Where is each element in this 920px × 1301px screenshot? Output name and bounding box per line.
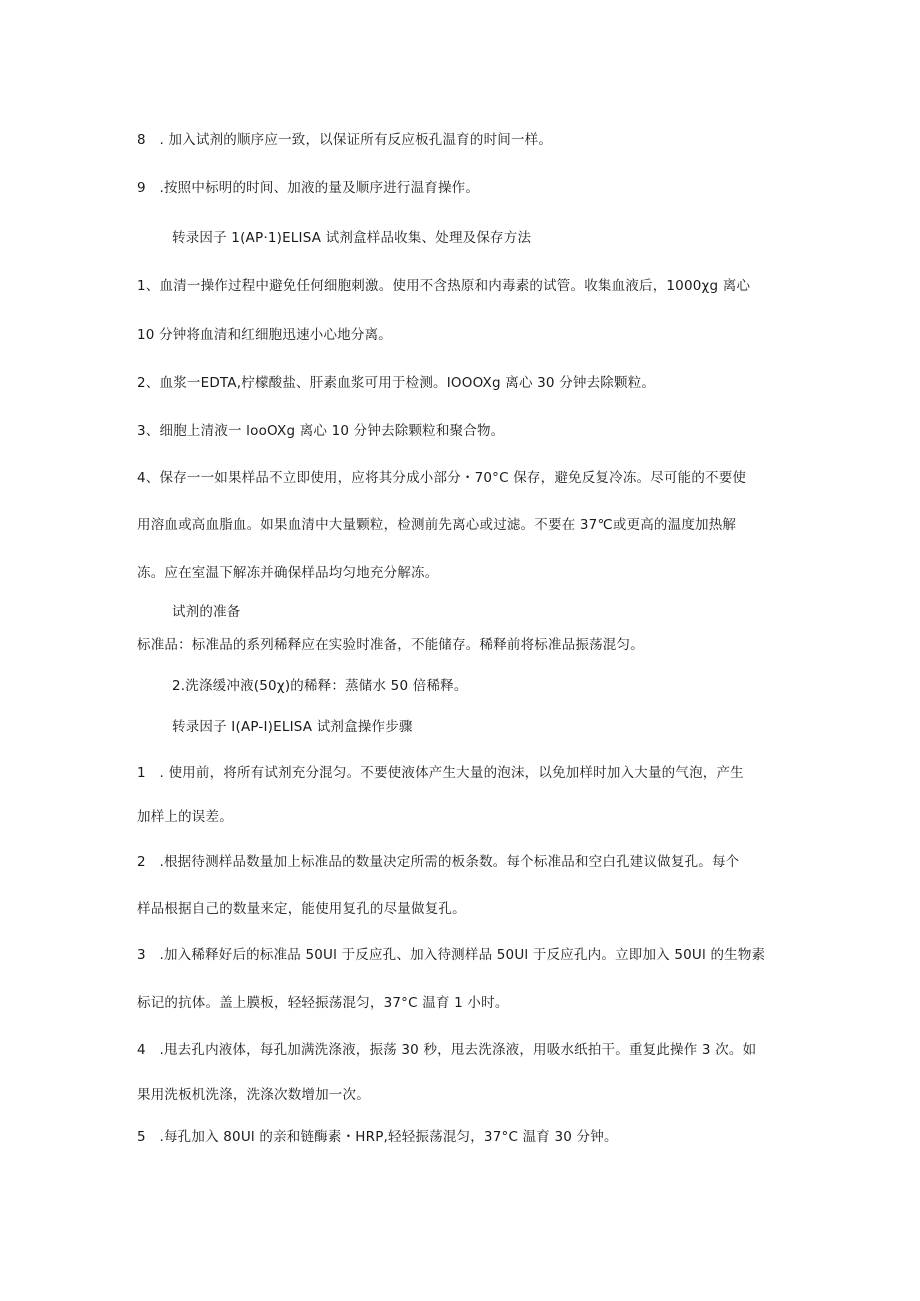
serum-line-2: 10 分钟将血清和红细胞迅速小心地分离。 <box>137 327 392 343</box>
storage-line-1: 4、保存一一如果样品不立即使用，应将其分成小部分・70°C 保存，避免反复冷冻。尽可能的不要使 <box>137 470 747 486</box>
plasma-line: 2、血浆一EDTA,柠檬酸盐、肝素血浆可用于检测。IOOOXg 离心 30 分钟去除颗粒。 <box>137 375 656 391</box>
procedure-5-line: 5 .每孔加入 80Ul 的亲和链酶素・HRP,轻轻振荡混匀，37°C 温育 30 分钟。 <box>137 1129 618 1145</box>
procedure-1-line-1: 1 . 使用前，将所有试剂充分混匀。不要使液体产生大量的泡沫，以免加样时加入大量的气泡，产生 <box>137 765 744 781</box>
cell-supernatant-line: 3、细胞上清液一 looOXg 离心 10 分钟去除颗粒和聚合物。 <box>137 423 505 439</box>
step-9-line: 9 .按照中标明的时间、加液的量及顺序进行温育操作。 <box>137 180 480 196</box>
section-heading-procedure: 转录因子 I(AP-I)ELISA 试剂盒操作步骤 <box>172 719 413 735</box>
procedure-3-line-1: 3 .加入稀释好后的标准品 50Ul 于反应孔、加入待测样品 50Ul 于反应孔内。立即加入 50Ul 的生物素 <box>137 947 766 963</box>
procedure-4-line-1: 4 .甩去孔内液体，每孔加满洗涤液，振荡 30 秒，甩去洗涤液，用吸水纸拍干。重复此操作 3 次。如 <box>137 1042 757 1058</box>
serum-line-1: 1、血清一操作过程中避免任何细胞刺激。使用不含热原和内毒素的试管。收集血液后，1000χg 离心 <box>137 278 751 294</box>
storage-line-2: 用溶血或高血脂血。如果血清中大量颗粒，检测前先离心或过滤。不要在 37℃或更高的温度加热解 <box>137 517 737 533</box>
storage-line-3: 冻。应在室温下解冻并确保样品均匀地充分解冻。 <box>137 565 439 581</box>
procedure-3-line-2: 标记的抗体。盖上膜板，轻轻振荡混匀，37°C 温育 1 小时。 <box>137 995 509 1011</box>
procedure-2-line-2: 样品根据自己的数量来定，能使用复孔的尽量做复孔。 <box>137 901 466 917</box>
standard-line: 标准品：标准品的系列稀释应在实验时准备，不能储存。稀释前将标准品振荡混匀。 <box>137 637 644 653</box>
step-8-line: 8 . 加入试剂的顺序应一致，以保证所有反应板孔温育的时间一样。 <box>137 132 553 148</box>
section-heading-sample: 转录因子 1(AP·1)ELISA 试剂盒样品收集、处理及保存方法 <box>172 230 532 246</box>
wash-buffer-line: 2.洗涤缓冲液(50χ)的稀释：蒸储水 50 倍稀释。 <box>172 678 468 694</box>
procedure-1-line-2: 加样上的误差。 <box>137 809 233 825</box>
procedure-2-line-1: 2 .根据待测样品数量加上标准品的数量决定所需的板条数。每个标准品和空白孔建议做复孔。每个 <box>137 854 740 870</box>
reagent-prep-heading: 试剂的准备 <box>172 604 241 620</box>
procedure-4-line-2: 果用洗板机洗涤，洗涤次数增加一次。 <box>137 1087 370 1103</box>
